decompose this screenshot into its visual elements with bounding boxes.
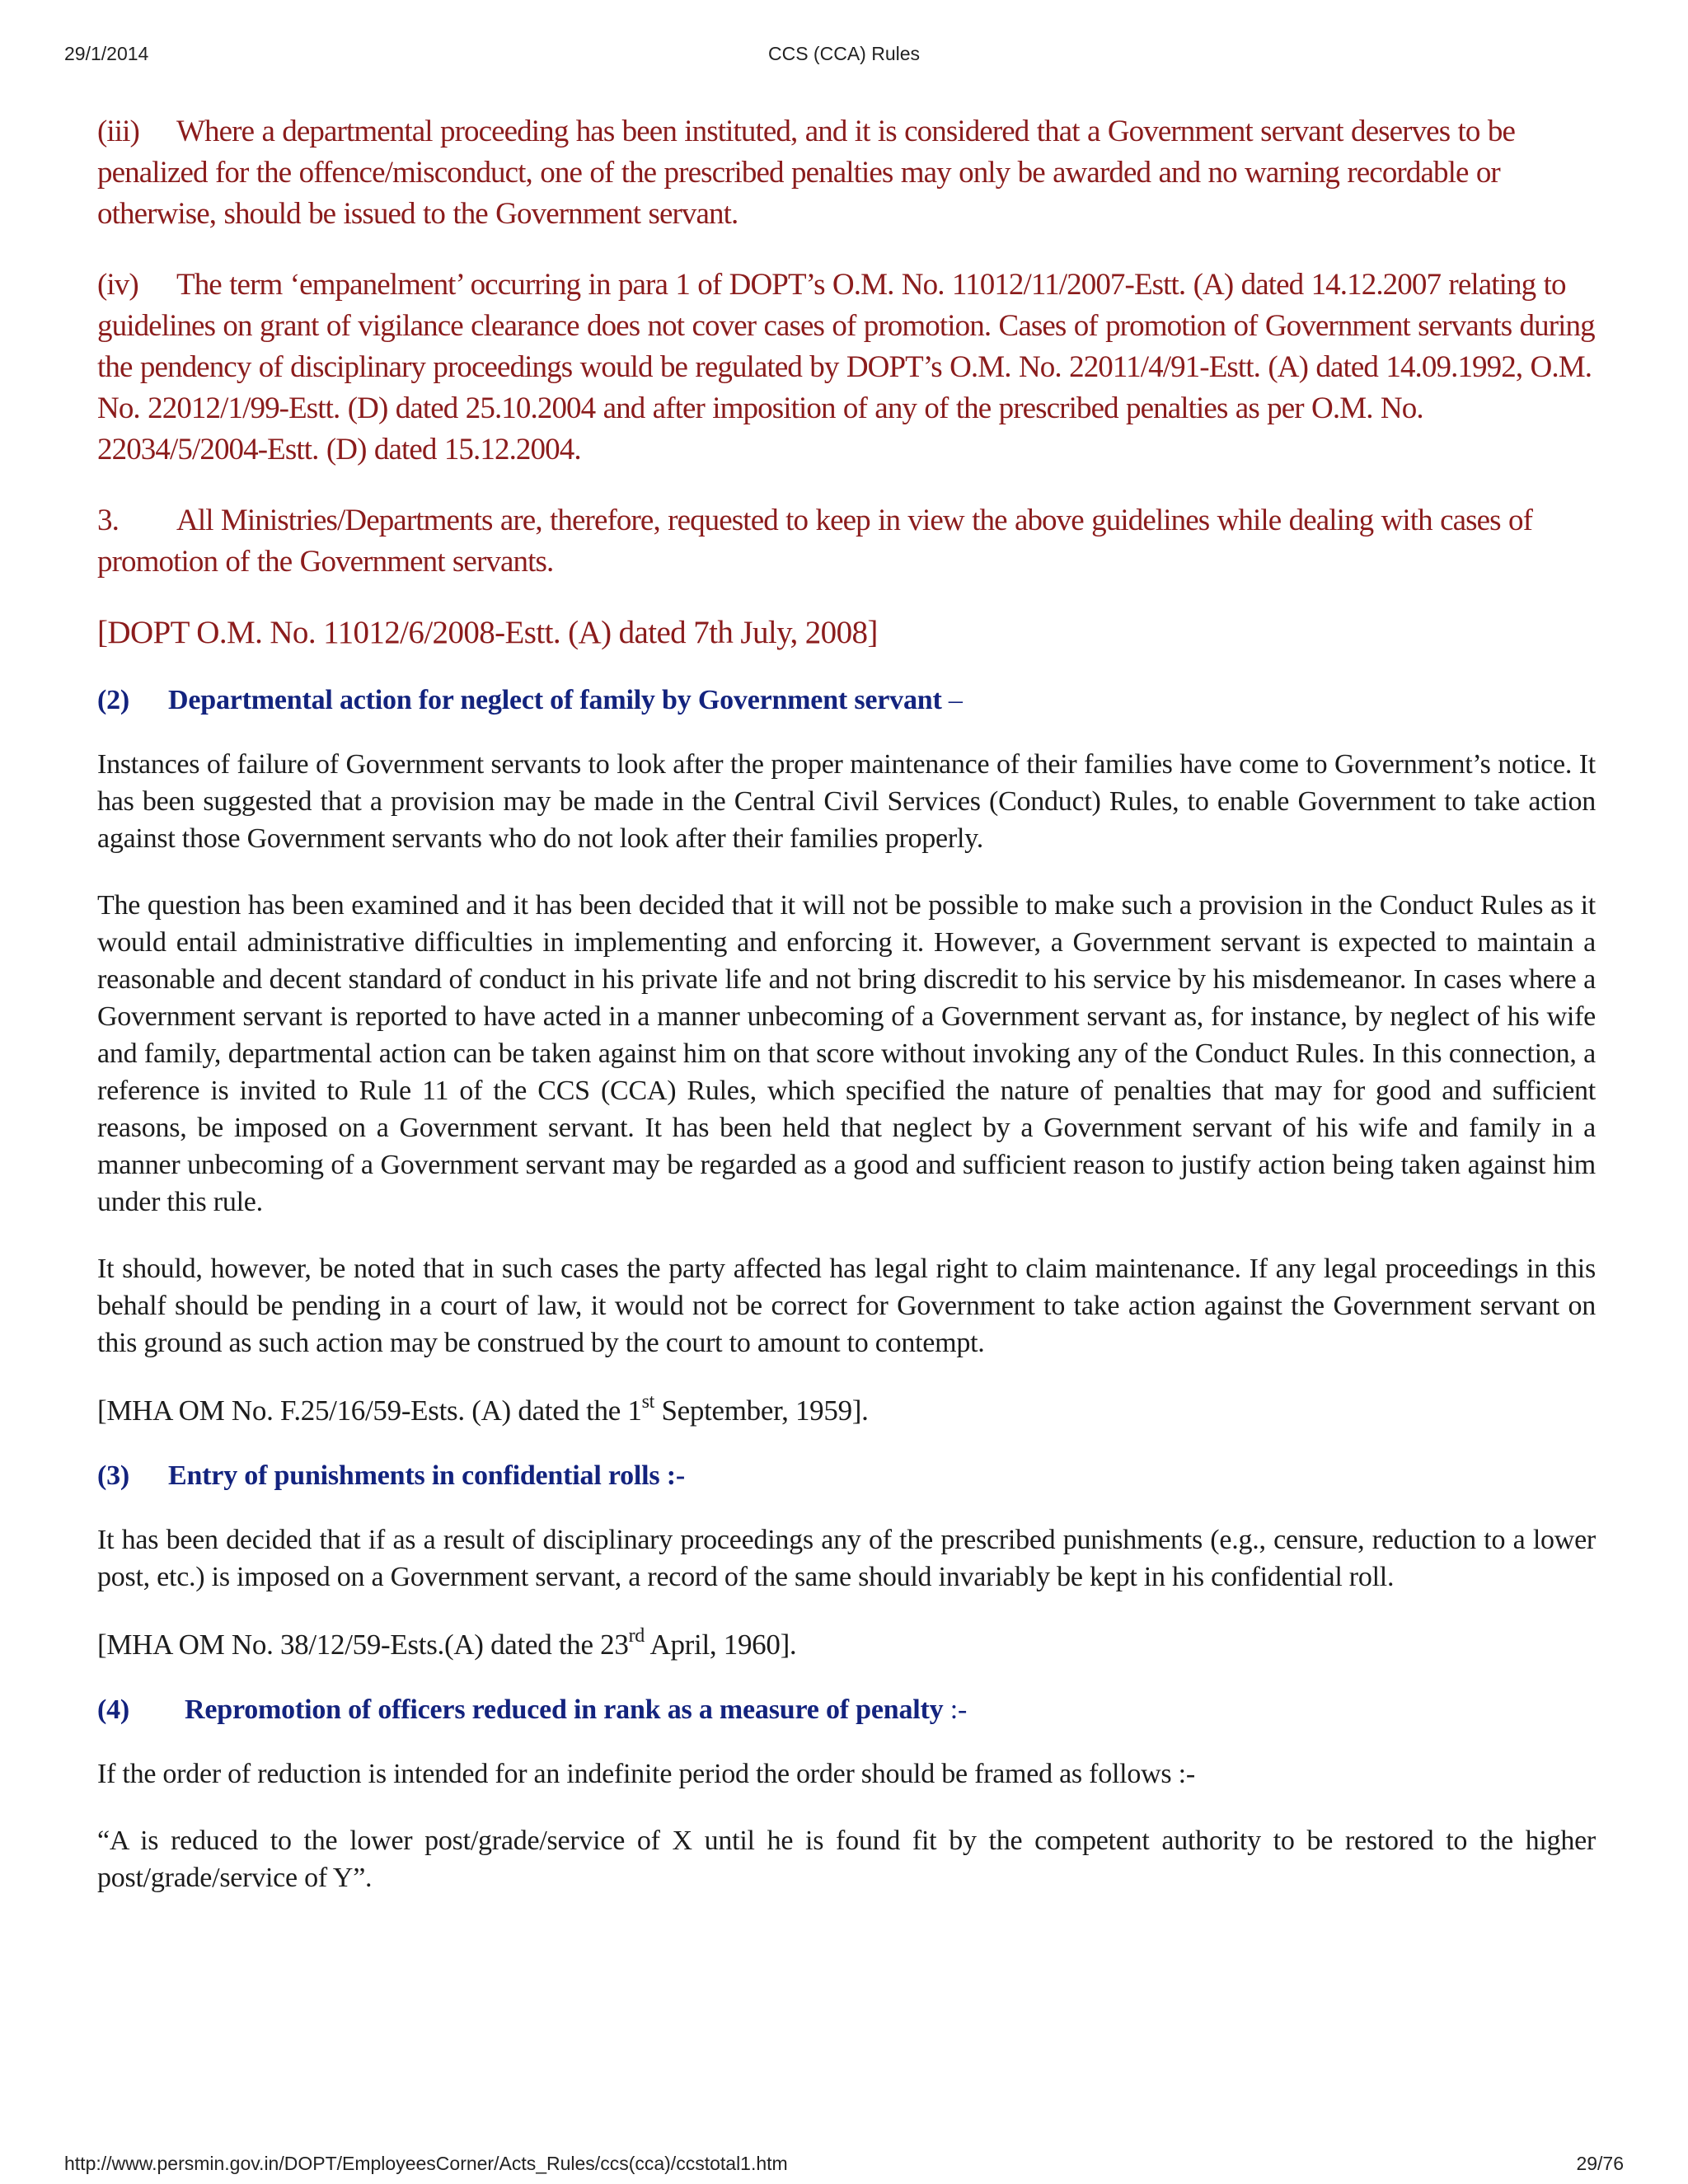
document-title: CCS (CCA) Rules: [767, 43, 921, 64]
section-title: Departmental action for neglect of family by Government servant: [168, 685, 942, 715]
section-4-heading: [97, 1691, 1596, 1729]
section-4-para-2: “A is reduced to the lower post/grade/service of X until he is found fit by the competent authority to be restored to the higher post/grade/service of Y”.: [97, 1825, 1596, 1893]
reference-text-end: September, 1959].: [654, 1394, 869, 1427]
section-title: Entry of punishments in confidential rolls :-: [168, 1460, 686, 1491]
print-date: 29/1/2014: [64, 43, 149, 64]
paragraph-number: 3.: [97, 504, 119, 537]
section-number: (4): [97, 1694, 130, 1725]
section-2-para-2: The question has been examined and it has been decided that it will not be possible to make such a provision in the Conduct Rules as it would entail administrative difficulties in implementing and enforcing it. However, a Government servant is expected to maintain a reasonable and decent standard of conduct in his private life and not bring discredit to his service by his misdemeanor. In cases where a Government servant is reported to have acted in a manner unbecoming of a Government servant as, for instance, by neglect of his wife and family, departmental action can be taken against him on that score without invoking any of the Conduct Rules. In this connection, a reference is invited to Rule 11 of the CCS (CCA) Rules, which specified the nature of penalties that may for good and sufficient reasons, be imposed on a Government servant. It has been held that neglect by a Government servant of his wife and family in a manner unbecoming of a Government servant may be regarded as a good and sufficient reason to justify action being taken against him under this rule.: [97, 890, 1596, 1217]
page-number: 29/76: [1576, 2153, 1624, 2174]
page-footer: [64, 2153, 1624, 2179]
document-body: [97, 111, 1596, 1926]
mha-reference-1960: [97, 1625, 1596, 1665]
reference-text: [MHA OM No. F.25/16/59-Ests. (A) dated the 1: [97, 1394, 642, 1427]
dopt-reference: [DOPT O.M. No. 11012/6/2008-Estt. (A) dated 7th July, 2008]: [97, 615, 878, 650]
ordinal-suffix: st: [641, 1391, 655, 1413]
section-2-para-1: Instances of failure of Government servants to look after the proper maintenance of their families have come to Government’s notice. It has been suggested that a provision may be made in the Central Civil Services (Conduct) Rules, to enable Government to take action against those Government servants who do not look after their families properly.: [97, 749, 1596, 854]
clause-iv: [97, 265, 1596, 471]
source-url: http://www.persmin.gov.in/DOPT/EmployeesCorner/Acts_Rules/ccs(cca)/ccstotal1.htm: [64, 2153, 788, 2174]
section-title-suffix: –: [941, 685, 963, 715]
section-title-suffix: :-: [943, 1694, 968, 1725]
ordinal-suffix: rd: [628, 1625, 645, 1647]
section-number: (3): [97, 1460, 130, 1491]
mha-reference-1959: [97, 1391, 1596, 1431]
section-3-para-1: It has been decided that if as a result of disciplinary proceedings any of the prescribed punishments (e.g., censure, reduction to a lower post, etc.) is imposed on a Government servant, a record of the same should invariably be kept in his confidential roll.: [97, 1525, 1596, 1592]
section-2-para-3: It should, however, be noted that in such cases the party affected has legal right to claim maintenance. If any legal proceedings in this behalf should be pending in a court of law, it would not be correct for Government to take action against the Government servant on this ground as such action may be construed by the court to amount to contempt.: [97, 1254, 1596, 1358]
paragraph-text: All Ministries/Departments are, therefore, requested to keep in view the above guidelines while dealing with cases of promotion of the Government servants.: [97, 504, 1533, 579]
reference-text-end: April, 1960].: [644, 1629, 797, 1661]
clause-number: (iv): [97, 268, 138, 302]
page-header: [64, 43, 1624, 71]
clause-text: The term ‘empanelment’ occurring in para 1 of DOPT’s O.M. No. 11012/11/2007-Estt. (A) dated 14.12.2007 relating to guidelines on grant of vigilance clearance does not cover cases of promotion. Cases of promotion of Government servants during the pendency of disciplinary proceedings would be regulated by DOPT’s O.M. No. 22011/4/91-Estt. (A) dated 14.09.1992, O.M. No. 22012/1/99-Estt. (D) dated 25.10.2004 and after imposition of any of the prescribed penalties as per O.M. No. 22034/5/2004-Estt. (D) dated 15.12.2004.: [97, 268, 1595, 466]
section-2-heading: [97, 682, 1596, 719]
section-number: (2): [97, 685, 130, 715]
section-4-para-1: If the order of reduction is intended for an indefinite period the order should be framed as follows :-: [97, 1759, 1195, 1789]
paragraph-3: [97, 500, 1596, 583]
clause-text: Where a departmental proceeding has been instituted, and it is considered that a Government servant deserves to be penalized for the offence/misconduct, one of the prescribed penalties may only be awarded and no warning recordable or otherwise, should be issued to the Government servant.: [97, 115, 1516, 231]
section-title: Repromotion of officers reduced in rank as a measure of penalty: [185, 1694, 944, 1725]
clause-number: (iii): [97, 115, 139, 148]
clause-iii: [97, 111, 1596, 235]
reference-text: [MHA OM No. 38/12/59-Ests.(A) dated the 23: [97, 1629, 629, 1661]
section-3-heading: [97, 1457, 1596, 1495]
